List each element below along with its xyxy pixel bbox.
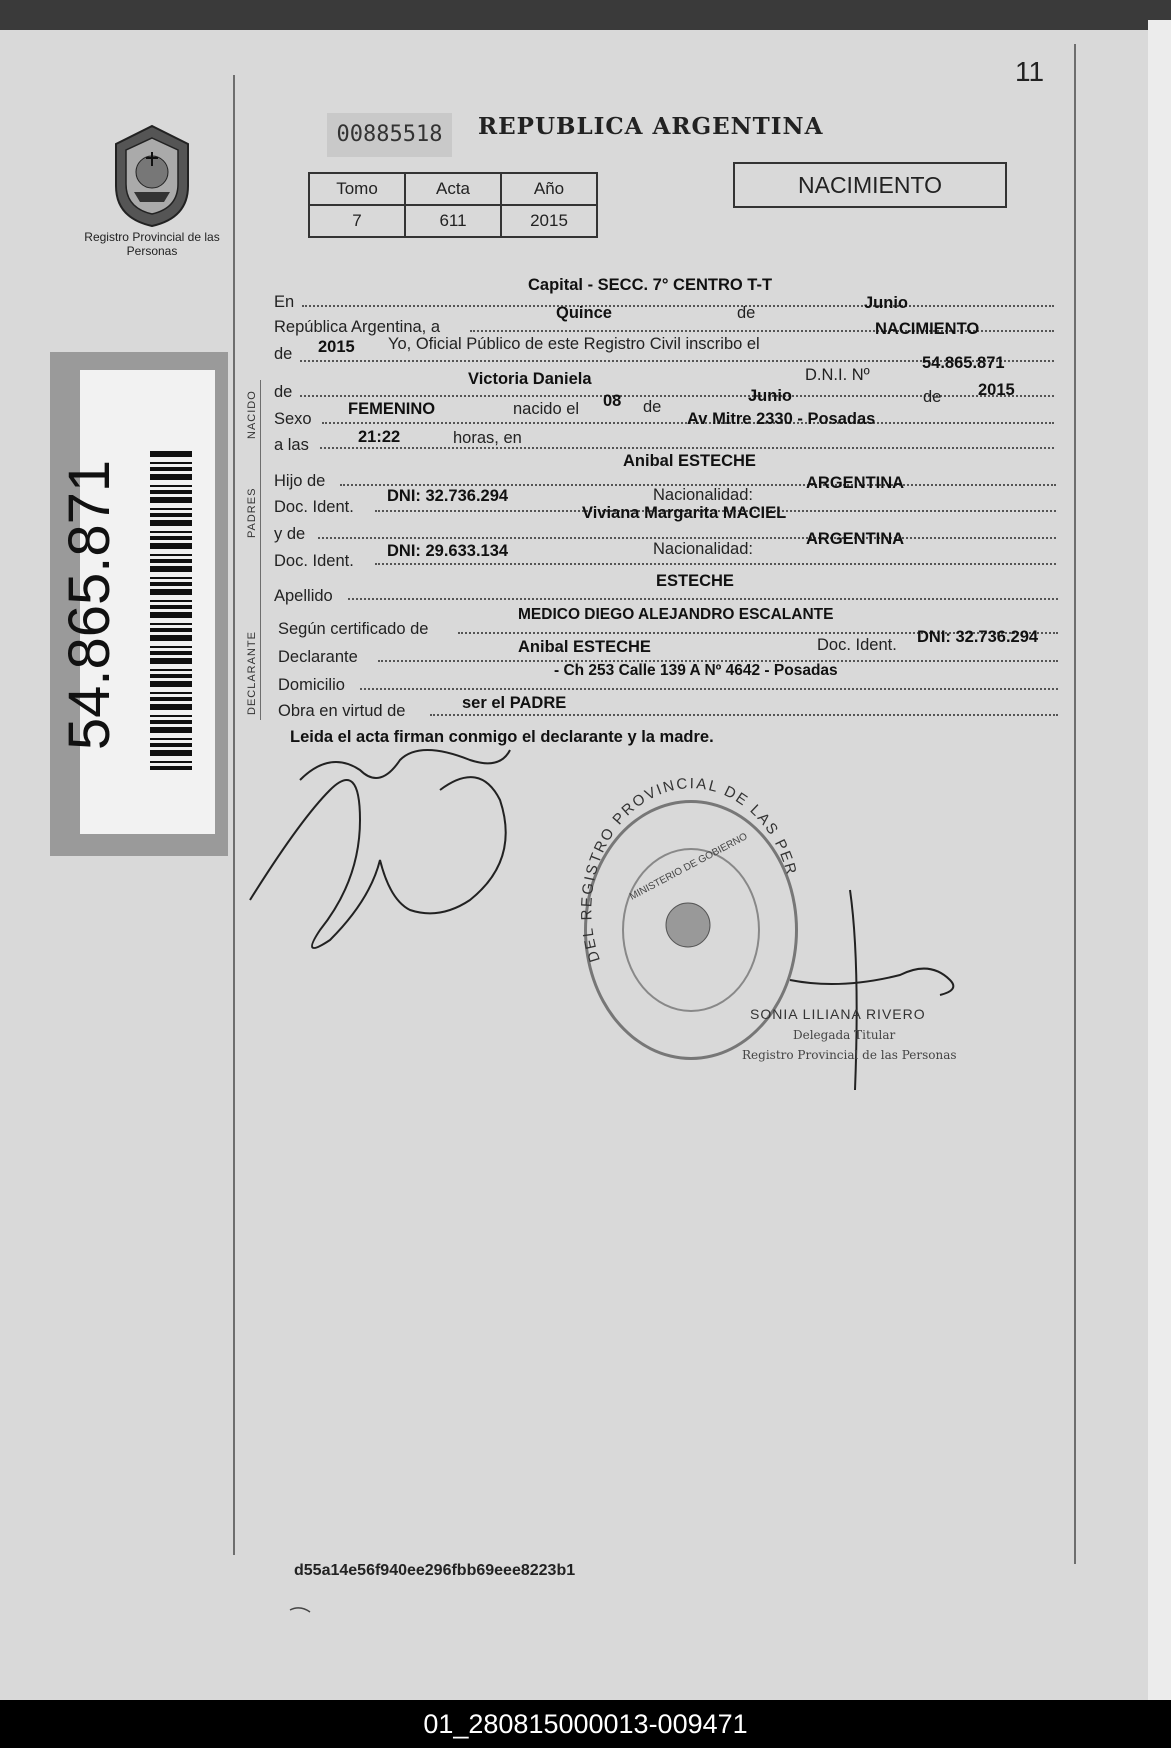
label-doc1: Doc. Ident. [274,498,354,516]
label-declarante: Declarante [278,648,358,666]
value-name: Victoria Daniela [468,370,592,388]
value-doc1: DNI: 32.736.294 [387,487,509,505]
value-dni: 54.865.871 [922,354,1005,372]
sticker-dni-number: 54.865.871 [57,459,122,751]
file-id: 01_280815000013-009471 [423,1709,748,1739]
record-type-box: NACIMIENTO [733,162,1007,208]
label-domicilio: Domicilio [278,676,345,694]
value-nac1: ARGENTINA [806,474,905,492]
value-month: Junio [864,294,908,312]
value-domicilio: - Ch 253 Calle 139 A Nº 4642 - Posadas [554,662,838,679]
label-de-birth-month: de [643,398,662,416]
registry-header-acta: Acta [405,173,501,205]
value-nac2: ARGENTINA [806,530,905,548]
value-sexo: FEMENINO [348,400,436,418]
signatory-role: Delegada Titular [793,1028,896,1042]
label-dni: D.N.I. Nº [805,366,870,384]
stamp-outer-text: DEL REGISTRO PROVINCIAL DE LAS PER [578,775,801,965]
side-label-nacido: NACIDO [246,390,258,440]
page-number: 11 [1015,56,1045,87]
declarant-signature-top [300,750,510,780]
label-apellido: Apellido [274,587,333,605]
value-apellido: ESTECHE [656,572,734,590]
side-label-padres: PADRES [246,487,258,539]
value-inscribo: NACIMIENTO [875,320,980,338]
value-segun: MEDICO DIEGO ALEJANDRO ESCALANTE [518,606,834,623]
value-doc2: DNI: 29.633.134 [387,542,509,560]
signatory-org: Registro Provincial de las Personas [742,1048,957,1062]
label-alas: a las [274,436,309,454]
label-nac2: Nacionalidad: [653,540,753,558]
value-birth-day: 08 [603,392,622,410]
label-hijo: Hijo de [274,472,326,490]
serial-number: 00885518 [327,113,452,157]
registry-value-acta: 611 [405,205,501,237]
signatory-name: SONIA LILIANA RIVERO [750,1006,926,1022]
official-signature [790,969,953,995]
label-obra: Obra en virtud de [278,702,406,720]
value-en: Capital - SECC. 7° CENTRO T-T [528,276,773,294]
label-de-month: de [737,304,756,322]
logo-caption: Registro Provincial de las Personas [84,230,220,258]
value-hour: 21:22 [358,428,401,446]
label-nac1: Nacionalidad: [653,486,753,504]
label-horas: horas, en [453,429,522,447]
stamp-emblem [666,903,710,947]
label-de-birth-year: de [923,388,942,406]
registry-header-tomo: Tomo [309,173,405,205]
country-title: REPUBLICA ARGENTINA [478,113,824,140]
value-father: Anibal ESTECHE [623,452,756,470]
label-republica: República Argentina, a [274,318,441,336]
label-oficial: Yo, Oficial Público de este Registro Civil inscribo el [388,335,760,353]
label-yde: y de [274,525,306,543]
value-birth-month: Junio [748,387,792,405]
registry-value-tomo: 7 [309,205,405,237]
label-segun: Según certificado de [278,620,429,638]
value-birth-year: 2015 [978,381,1015,399]
value-mother: Viviana Margarita MACIEL [582,504,787,522]
label-doc2: Doc. Ident. [274,552,354,570]
label-nacido: nacido el [513,400,580,418]
label-en: En [274,293,295,311]
value-year: 2015 [318,338,355,356]
label-de-name: de [274,383,293,401]
bottom-scribble [290,1608,310,1612]
label-doc3: Doc. Ident. [817,636,897,654]
side-label-declarante: DECLARANTE [246,631,258,715]
value-place: Av Mitre 2330 - Posadas [687,410,876,428]
declarant-signature [250,777,506,948]
document-hash: d55a14e56f940ee296fbb69eee8223b1 [294,1562,576,1579]
label-de-year: de [274,345,293,363]
value-declarante: Anibal ESTECHE [518,638,651,656]
value-day: Quince [556,304,612,322]
registry-header-ano: Año [501,173,597,205]
value-doc3: DNI: 32.736.294 [917,628,1039,646]
value-obra: ser el PADRE [462,694,567,712]
closing-statement: Leida el acta firman conmigo el declarante y la madre. [290,728,714,746]
stamp-inner-text: MINISTERIO DE GOBIERNO [627,831,750,903]
registry-value-ano: 2015 [501,205,597,237]
label-sexo: Sexo [274,410,312,428]
